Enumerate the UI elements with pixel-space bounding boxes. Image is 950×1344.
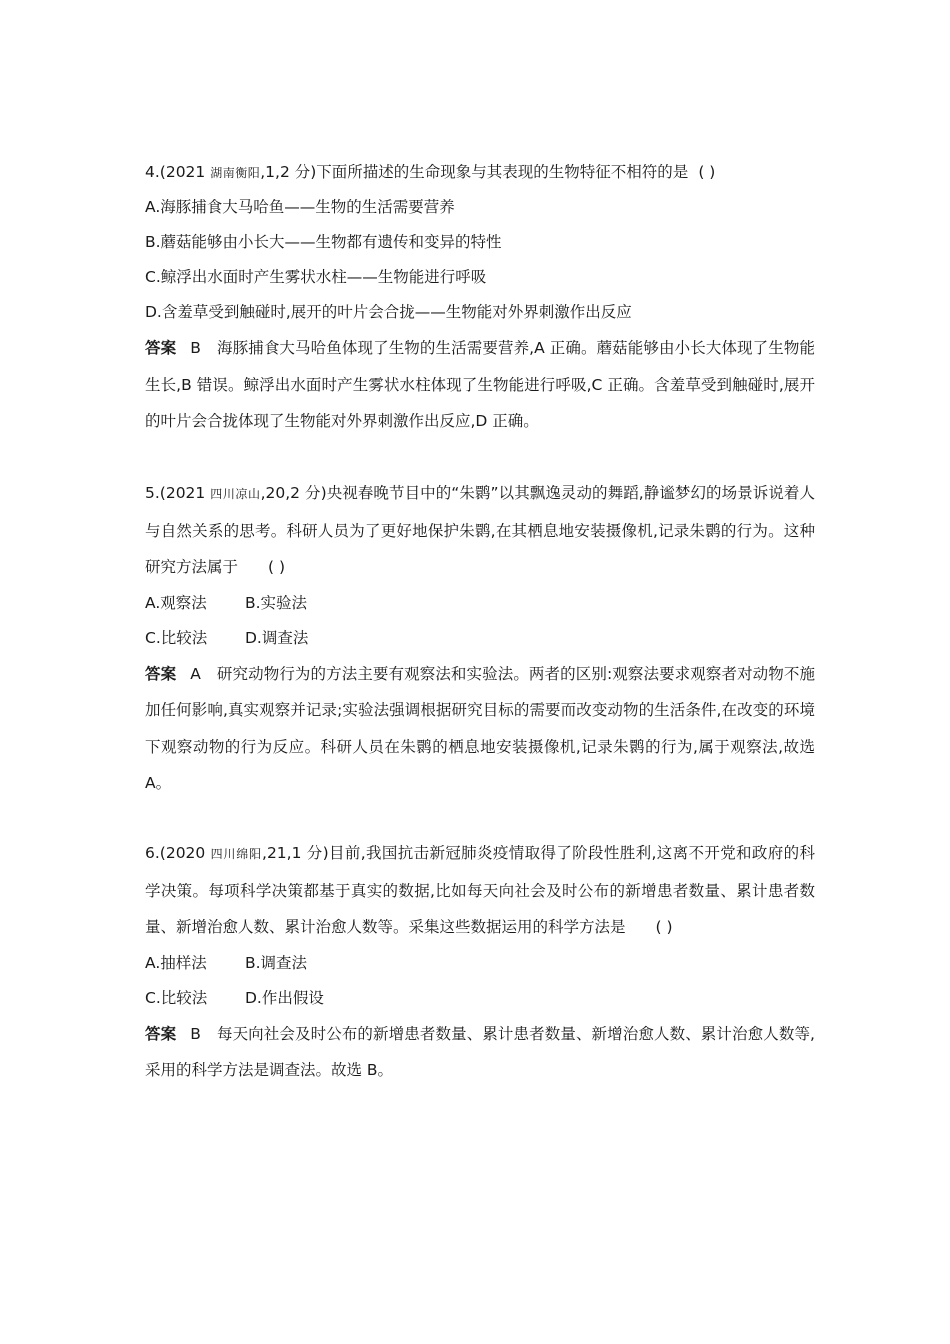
answer-block [145, 656, 815, 802]
option-b: B.实验法 [245, 593, 308, 612]
question-stem [145, 835, 815, 946]
option-c: C.比较法 [145, 628, 208, 647]
stem-prefix: 5.(2021 [145, 484, 211, 502]
question-source: 湖南衡阳 [210, 166, 261, 180]
options-row-1 [145, 946, 815, 981]
answer-label: 答案 [145, 1024, 177, 1043]
stem-prefix: 4.(2021 [145, 163, 211, 181]
option-d: D.含羞草受到触碰时,展开的叶片会合拢——生物能对外界刺激作出反应 [145, 303, 632, 321]
option-d: D.作出假设 [245, 988, 324, 1007]
question-stem [145, 155, 815, 190]
answer-explanation: 研究动物行为的方法主要有观察法和实验法。两者的区别:观察法要求观察者对动物不施加任何影响,真实观察并记录;实验法强调根据研究目标的需要而改变动物的生活条件,在改变的环境下观察动物的行为反应。科研人员在朱鹮的栖息地安装摄像机,记录朱鹮的行为,属于观察法,故选 A。 [145, 664, 815, 792]
question-4 [145, 155, 815, 440]
option-a: A.观察法 [145, 593, 207, 612]
option-b: B.调查法 [245, 953, 308, 972]
answer-explanation: 每天向社会及时公布的新增患者数量、累计患者数量、新增治愈人数、累计治愈人数等,采用的科学方法是调查法。故选 B。 [145, 1024, 815, 1079]
answer-blank: ( ) [698, 163, 716, 181]
options-row-2 [145, 621, 815, 656]
question-stem [145, 475, 815, 586]
answer-blank: ( ) [268, 558, 286, 576]
option-a: A.海豚捕食大马哈鱼——生物的生活需要营养 [145, 198, 455, 216]
options-row-2 [145, 981, 815, 1016]
answer-key: B [190, 1024, 201, 1043]
option-b: B.蘑菇能够由小长大——生物都有遗传和变异的特性 [145, 233, 502, 251]
stem-prefix: 6.(2020 [145, 844, 211, 862]
stem-meta: ,20,2 分) [260, 484, 327, 502]
answer-explanation: 海豚捕食大马哈鱼体现了生物的生活需要营养,A 正确。蘑菇能够由小长大体现了生物能生长,B 错误。鲸浮出水面时产生雾状水柱体现了生物能进行呼吸,C 正确。含羞草受到触碰时,展开的叶片会合拢体现了生物能对外界刺激作出反应,D 正确。 [145, 339, 815, 430]
answer-key: B [190, 339, 201, 357]
option-c: C.鲸浮出水面时产生雾状水柱——生物能进行呼吸 [145, 268, 487, 286]
stem-text: 目前,我国抗击新冠肺炎疫情取得了阶段性胜利,这离不开党和政府的科学决策。每项科学决策都基于真实的数据,比如每天向社会及时公布的新增患者数量、累计患者数量、新增治愈人数、累计治愈人数等。采集这些数据运用的科学方法是 [145, 844, 815, 936]
question-source: 四川绵阳 [210, 847, 263, 861]
answer-label: 答案 [145, 664, 177, 683]
question-5 [145, 475, 815, 802]
options-row-1 [145, 586, 815, 621]
question-source: 四川凉山 [210, 487, 261, 501]
option-d: D.调查法 [245, 628, 309, 647]
answer-block [145, 330, 815, 440]
stem-text: 下面所描述的生命现象与其表现的生物特征不相符的是 [316, 163, 689, 181]
stem-meta: ,21,1 分) [262, 844, 329, 862]
answer-blank: ( ) [655, 918, 673, 936]
option-a: A.抽样法 [145, 953, 207, 972]
stem-text: 央视春晚节目中的“朱鹮”以其飘逸灵动的舞蹈,静谧梦幻的场景诉说着人与自然关系的思考。科研人员为了更好地保护朱鹮,在其栖息地安装摄像机,记录朱鹮的行为。这种研究方法属于 [145, 484, 815, 576]
option-c: C.比较法 [145, 988, 208, 1007]
stem-meta: ,1,2 分) [260, 163, 317, 181]
answer-block [145, 1016, 815, 1089]
question-6 [145, 835, 815, 1089]
answer-label: 答案 [145, 339, 177, 357]
answer-key: A [190, 664, 201, 683]
